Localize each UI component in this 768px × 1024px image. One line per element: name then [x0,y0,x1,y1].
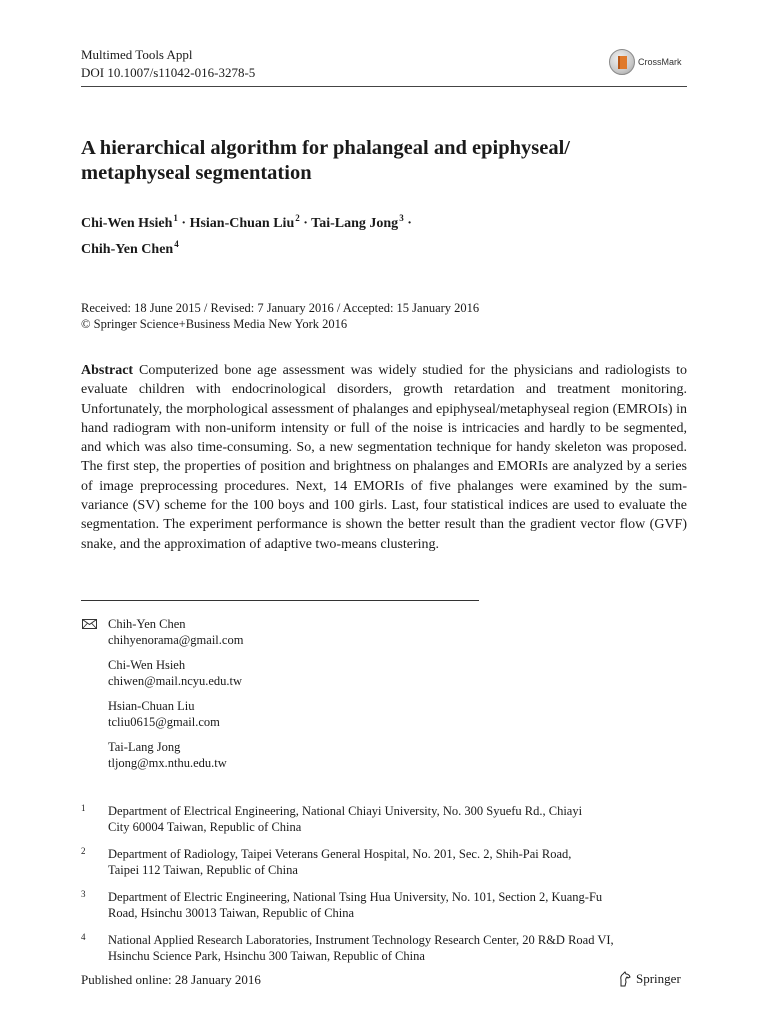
published-date: Published online: 28 January 2016 [81,972,261,987]
crossmark-badge[interactable] [609,49,682,75]
article-history [81,300,681,332]
affiliation-number: 1 [81,803,86,813]
contact-email[interactable]: chihyenorama@gmail.com [108,633,244,647]
contact-entry [108,657,243,689]
envelope-icon [82,619,97,629]
title-line: A hierarchical algorithm for phalangeal and epiphyseal/ [81,137,570,159]
abstract [81,361,687,554]
affiliation-line: Department of Electric Engineering, National Tsing Hua University, No. 101, Section 2, Kuang-Fu [108,890,603,904]
affiliation-item [81,803,687,835]
abstract-label: Abstract [81,363,134,378]
affiliation-line: Hsinchu Science Park, Hsinchu 300 Taiwan, Republic of China [108,949,425,963]
contact-email[interactable]: chiwen@mail.ncyu.edu.tw [108,674,243,688]
affiliation-line: Department of Radiology, Taipei Veterans General Hospital, No. 201, Sec. 2, Shih-Pai Road, [108,847,572,861]
affiliation-line: Road, Hsinchu 30013 Taiwan, Republic of China [108,906,355,920]
copyright-line: © Springer Science+Business Media New York 2016 [81,317,348,331]
affiliation-line: Department of Electrical Engineering, National Chiayi University, No. 300 Syuefu Rd., Chiayi [108,804,583,818]
affiliation-line: National Applied Research Laboratories, Instrument Technology Research Center, 20 R&D Road VI, [108,933,614,947]
affiliation-number: 3 [81,889,86,899]
author-name: Chih-Yen Chen [81,242,174,257]
contact-name: Hsian-Chuan Liu [108,699,195,713]
doi[interactable]: DOI 10.1007/s11042-016-3278-5 [81,65,256,80]
contact-entry [108,616,243,648]
contact-name: Chi-Wen Hsieh [108,658,186,672]
header-divider [81,86,687,87]
affiliation-number: 4 [81,932,86,942]
publisher-name: Springer [636,971,681,986]
abstract-text: Computerized bone age assessment was widely studied for the physicians and radiologists to evaluate children with endocrinological disorders, growth retardation and treatment monitoring. Unfortunately, the morphological assessment of phalanges and epiphyseal/metaphyseal region (EMROIs) in hand radiogram with non-uniform intensity or full of the noise is intricacies and hardly to be segmented, and which was also time-consuming. So, a new segmentation technique for handy skeleton was proposed. The first step, the properties of position and brightness on phalanges and EMORIs are analyzed by a series of image preprocessing procedures. Next, 14 EMORIs of five phalanges were examined by the sum-variance (SV) scheme for the 100 boys and 100 girls. Last, four statistical indices are used to evaluate the segmentation. The experiment performance is shown the better result than the gradient vector flow (GVF) snake, and the approximation of adaptive two-means clustering. [81,363,688,552]
author-affil-mark: 2 [295,213,300,223]
author-affil-mark: 3 [399,213,404,223]
author-affil-mark: 1 [173,213,178,223]
springer-logo [618,971,681,987]
journal-header [81,46,255,82]
journal-name: Multimed Tools Appl [81,47,193,62]
contact-entry [108,698,243,730]
crossmark-label: CrossMark [638,57,682,67]
author-name: Tai-Lang Jong [311,216,399,231]
history-dates: Received: 18 June 2015 / Revised: 7 January 2016 / Accepted: 15 January 2016 [81,301,480,315]
author-affil-mark: 4 [174,239,179,249]
paper-title [81,136,681,186]
crossmark-icon [609,49,635,75]
affiliation-line: Taipei 112 Taiwan, Republic of China [108,863,298,877]
springer-horse-icon [618,971,632,987]
author-name: Hsian-Chuan Liu [189,216,295,231]
author-name: Chi-Wen Hsieh [81,216,173,231]
author-list: Chi-Wen Hsieh$^1$ · Hsian-Chuan Liu$^2$ · Tai-Lang Jong$^3$ · Chih-Yen Chen$^4$ [81,213,412,257]
contact-email[interactable]: tcliu0615@gmail.com [108,715,220,729]
affiliation-item [81,846,687,878]
contact-email[interactable]: tljong@mx.nthu.edu.tw [108,756,227,770]
footnote-divider [81,600,479,601]
affiliation-item [81,889,687,921]
affiliation-list [81,803,687,975]
affiliation-line: City 60004 Taiwan, Republic of China [108,820,302,834]
contact-name: Chih-Yen Chen [108,617,186,631]
contact-list [108,616,243,780]
affiliation-item [81,932,687,964]
contact-entry [108,739,243,771]
title-line: metaphyseal segmentation [81,162,312,184]
affiliation-number: 2 [81,846,86,856]
contact-name: Tai-Lang Jong [108,740,181,754]
